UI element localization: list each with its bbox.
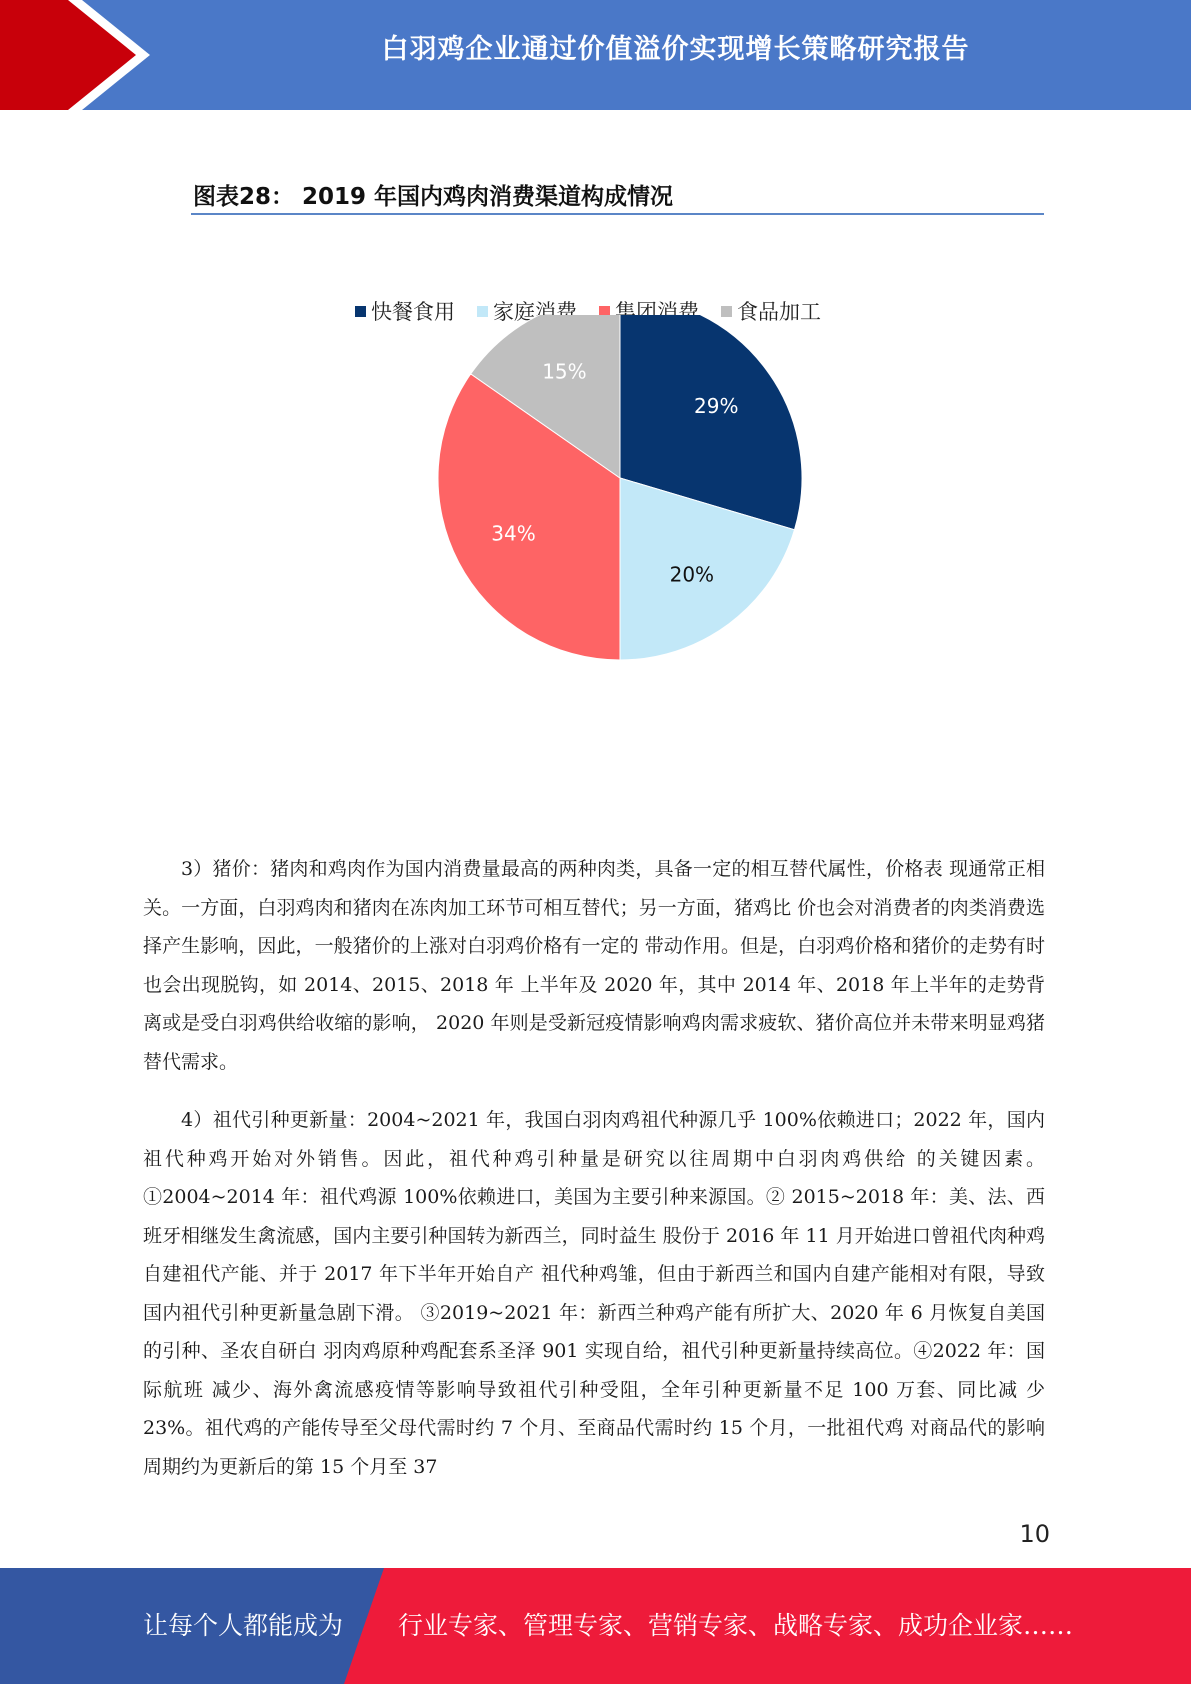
legend-label: 食品加工 xyxy=(737,300,821,324)
footer-slogan-left: 让每个人都能成为 xyxy=(143,1611,344,1640)
legend-swatch xyxy=(355,306,366,317)
page-header xyxy=(0,0,1191,110)
page-number: 10 xyxy=(1019,1520,1050,1548)
paragraph-pork-price: 3）猪价：猪肉和鸡肉作为国内消费量最高的两种肉类，具备一定的相互替代属性，价格表 现通常正相关。一方面，白羽鸡肉和猪肉在冻肉加工环节可相互替代；另一方面，猪鸡比 价也会对消费者的肉类消费选择产生影响，因此，一般猪价的上涨对白羽鸡价格有一定的 带动作用。但是，白羽鸡价格和猪价的走势有时也会出现脱钩，如 2014、2015、2018 年 上半年及 2020 年，其中 2014 年、2018 年上半年的走势背离或是受白羽鸡供给收缩的影响， 2020 年则是受新冠疫情影响鸡肉需求疲软、猪价高位并未带来明显鸡猪替代需求。 xyxy=(143,858,1045,1073)
paragraph-grandparent-stock: 4）祖代引种更新量：2004~2021 年，我国白羽肉鸡祖代种源几乎 100%依赖进口；2022 年，国内祖代种鸡开始对外销售。因此，祖代种鸡引种量是研究以往周期中白羽肉鸡供给 的关键因素。①2004~2014 年：祖代鸡源 100%依赖进口，美国为主要引种来源国。② 2015~2018 年：美、法、西班牙相继发生禽流感，国内主要引种国转为新西兰，同时益生 股份于 2016 年 11 月开始进口曾祖代肉种鸡自建祖代产能、并于 2017 年下半年开始自产 祖代种鸡雏，但由于新西兰和国内自建产能相对有限，导致国内祖代引种更新量急剧下滑。 ③2019~2021 年：新西兰种鸡产能有所扩大、2020 年 6 月恢复自美国的引种、圣农自研白 羽肉鸡原种鸡配套系圣泽 901 实现自给，祖代引种更新量持续高位。④2022 年：国际航班 减少、海外禽流感疫情等影响导致祖代引种受阻，全年引种更新量不足 100 万套、同比减 少 23%。祖代鸡的产能传导至父母代需时约 7 个月、至商品代需时约 15 个月，一批祖代鸡 对商品代的影响周期约为更新后的第 15 个月至 37 xyxy=(143,1109,1045,1478)
pie-chart xyxy=(420,315,820,715)
pie-data-label: 29% xyxy=(694,394,739,419)
header-title: 白羽鸡企业通过价值溢价实现增长策略研究报告 xyxy=(381,34,970,65)
body-text xyxy=(143,850,1045,1486)
pie-data-label: 20% xyxy=(669,562,715,587)
footer-slogan-right: 行业专家、管理专家、营销专家、战略专家、成功企业家…… xyxy=(398,1611,1074,1640)
legend-label: 集团消费 xyxy=(615,300,699,324)
pie-data-label: 15% xyxy=(542,359,587,384)
figure-title: 图表28： 2019 年国内鸡肉消费渠道构成情况 xyxy=(193,184,674,210)
header-arrow-decoration xyxy=(0,0,160,110)
legend-label: 快餐食用 xyxy=(371,300,455,324)
page-footer xyxy=(0,1568,1191,1684)
figure-title-underline xyxy=(191,213,1044,215)
legend-label: 家庭消费 xyxy=(493,300,577,324)
pie-data-label: 34% xyxy=(491,521,536,546)
